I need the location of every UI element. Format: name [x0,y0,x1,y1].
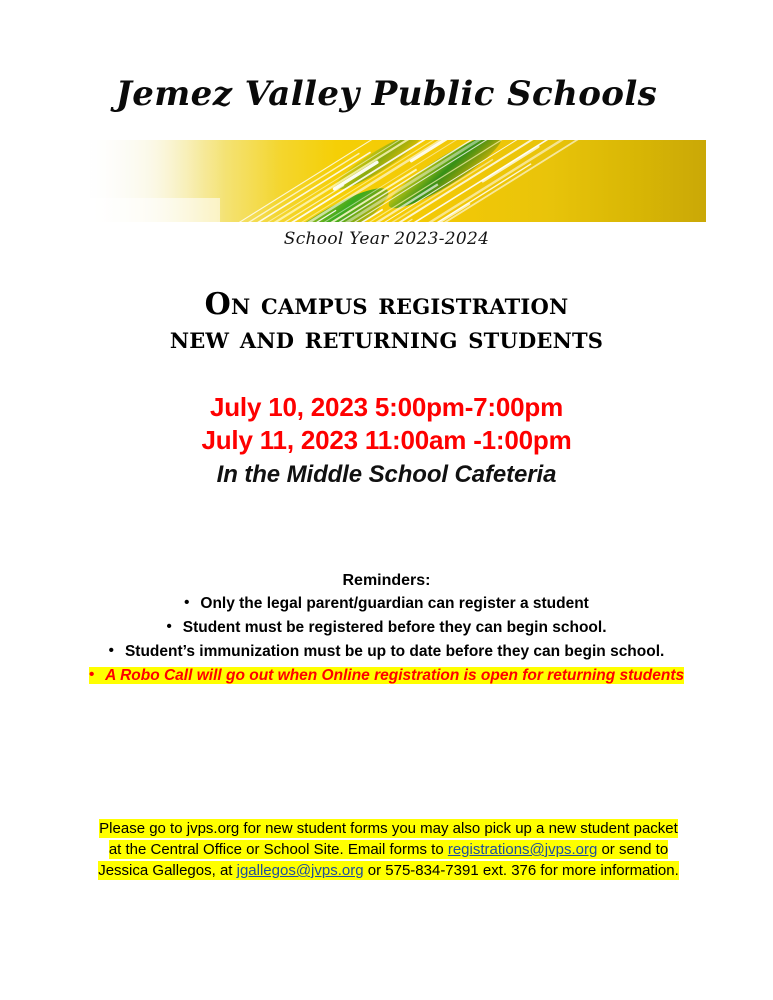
contact-text-part-3: or 575-834-7391 ext. 376 for more information. [363,862,679,879]
event-details [0,391,773,490]
reminders-list [0,592,773,687]
list-item [0,616,773,640]
event-date-line-1: July 10, 2023 5:00pm-7:00pm [209,392,563,422]
contact-text-part-2: or send to Jessica Gallegos, at [98,841,669,879]
page-title-line-1: On campus registration [204,287,569,322]
reminder-text-highlighted: A Robo Call will go out when Online registration is open for returning students [105,667,685,684]
event-date-line-2: July 11, 2023 11:00am -1:00pm [201,425,572,455]
reminder-text: Student’s immunization must be up to date before they can begin school. [124,643,665,660]
reminder-text: Only the legal parent/guardian can register a student [200,595,589,612]
contact-info-block [96,818,681,881]
contact-text-part-1: Please go to jvps.org for new student forms you may also pick up a new student packet at the Central Office or School Site. Email forms to [99,820,678,858]
page-title [0,288,773,356]
list-item [0,640,773,664]
page-title-line-2: new and returning students [169,321,604,356]
reminders-section [0,570,773,687]
bullet-icon: • [108,642,114,659]
reminders-heading: Reminders: [342,572,431,589]
school-name-title: Jemez Valley Public Schools [115,74,658,114]
email-link-jgallegos[interactable]: jgallegos@jvps.org [236,862,364,879]
email-link-registrations[interactable]: registrations@jvps.org [447,841,598,858]
bullet-icon: • [88,666,95,683]
event-location: In the Middle School Cafeteria [216,461,557,488]
list-item-highlighted [0,664,773,687]
school-year-label: School Year 2023-2024 [283,229,490,249]
bullet-icon: • [166,618,172,635]
bullet-icon: • [184,594,190,611]
header-banner-image [90,140,706,222]
list-item [0,592,773,616]
banner-graphic [90,140,706,222]
reminder-text: Student must be registered before they can begin school. [182,619,607,636]
